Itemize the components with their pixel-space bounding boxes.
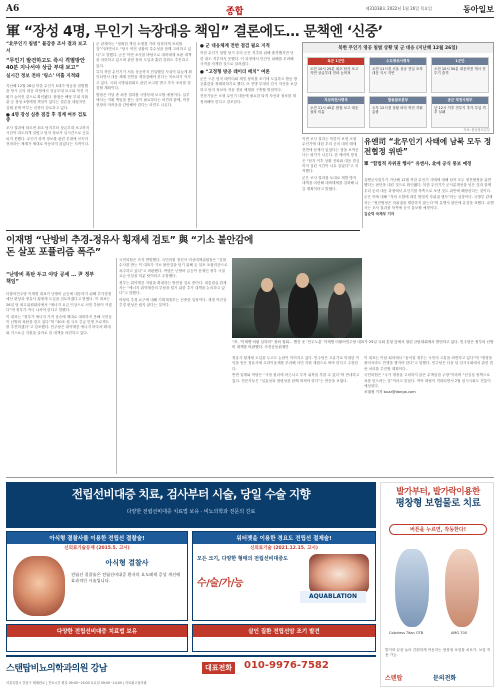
- story1-col3-p0: ● 군 대응체계 전반 점검 필요 지적: [200, 44, 270, 49]
- photo-face-center: [296, 273, 309, 288]
- infobox-box-5-head: 공군 작전사령부: [432, 97, 488, 104]
- story1-col3-p3: 군은 드론 탐지 레이더와 재밍 장비를 조기에 도입하고 합동 방공훈련을 정례화하기로 했다. 또 전방 부대의 감시 자산을 보강하고 탐지 정보의 자동 전파 체계를 구축할 방침이다.: [200, 77, 298, 92]
- section-name: 종합: [226, 7, 244, 17]
- insole-label-b: AMG 700: [451, 631, 467, 635]
- ad-box-treatments-head: 다양한 전립선비대증 치료법 보유: [7, 625, 187, 637]
- ad-box-waterjet[interactable]: [192, 531, 376, 621]
- ad-box-cancer[interactable]: [192, 624, 376, 652]
- ad-box-ligation-sub: 신의료기술등재 (2015.5. 고시): [64, 546, 130, 551]
- story2-col1: [6, 292, 112, 474]
- infobox-timeline: [302, 42, 494, 134]
- ad-box-cancer-head: 살인 질환 전립선암 조기 발견: [193, 625, 375, 637]
- story1-col1-p1: 실시간 정보 전파 ‘링스’ 미흡 지적돼: [6, 74, 80, 79]
- ad-device-image: [13, 556, 65, 616]
- ad-box-ligation-body: 전립선 결찰술은 전립선비대증 환자의 요도폐색 증상 개선에 효과적인 시술입니다.: [71, 572, 181, 583]
- infobox-box-0-head: 육군 1군단: [308, 58, 364, 65]
- story1-col1-p0: “무인기 발견하고도 즉시 격멸방안 40분 지나서야 상급 부대 보고”: [6, 58, 85, 71]
- infobox-box-4-body: 오후 12시경 상황 파악 작전 지휘 총괄: [372, 105, 423, 114]
- insole-ad-title-b: 평창형 보험물로 치료: [395, 498, 481, 509]
- story-separator: [6, 230, 360, 231]
- clinic-ad-banner[interactable]: [6, 482, 376, 528]
- insole-brand: 스텐탑: [385, 675, 403, 682]
- story1-col1: [6, 42, 90, 228]
- story1-col1-p2: 지난해 12월 26일 북한 무인기 5대가 영공을 침범했을 당시 군의 대응 과정에서 상급부대 보고와 작전 지휘가 늦어진 것으로 확인됐다. 합참은 해당 부대 지휘관 등 장성 4명에게 책임이 있다는 결론을 내렸지만 실제 문책 여부는 신중히 검토하고 있다.: [6, 84, 89, 110]
- news-photo: [232, 258, 362, 338]
- ad-box-waterjet-head: 워터젯을 이용한 경요도 전립선 절제술!: [193, 532, 375, 544]
- story2-col2-p2: 야당의 추경 요구에 대해 기획재정부는 신중한 입장이다. 재정 여건상 추경 편성은 쉽지 않다는 것이다.: [119, 297, 227, 308]
- infobox-box-1-body: 오전 11시경 서울 상공 진입 포착 대응 지시 지연: [372, 66, 423, 75]
- story2-col2: [119, 258, 229, 474]
- story2-byline: 조권형 기자 buzz@donga.com: [364, 390, 416, 395]
- infobox-box-1-head: 수도방위사령부: [370, 58, 426, 65]
- infobox-box-1: [369, 57, 427, 93]
- ad-box-treatments[interactable]: [6, 624, 188, 652]
- story2-headline[interactable]: 이재명 “난방비 추경-정유사 횡재세 검토” 與 “기소 불안감에 돈 살포 포퓰리즘 폭주”: [6, 235, 254, 258]
- story1-col3-p2: ● “고정형 방공 레이더 배치” 여론: [200, 69, 270, 75]
- story2-col2-p0: 국민의힘은 즉각 반발했다. 국민의힘 정진석 비상대책위원장은 “검찰 수사를 받는 이 대표가 기소 불안감을 덮기 위해 돈 살포 포퓰리즘으로 폭주하고 있다”고 비판했다. 여당은 난방비 급등이 문재인 정부 시절 요금 인상을 미룬 탓이라고 주장했다.: [119, 258, 228, 279]
- story1-col2-p1: 특히 북한 무인기가 서울 상공까지 진입했던 사실이 뒤늦게 확인되면서 대응 체계 전반을 재점검해야 한다는 목소리가 커지고 있다. 국회 국방위원회도 관련 보고를 받고 후속 조치를 점검할 계획이다.: [96, 70, 192, 91]
- clinic-ad-footer: 서울특별시 강남구 테헤란로 | 진료시간 평일 09:00~19:00 토요일 09:00~14:00 | 의료광고심의필: [6, 681, 147, 685]
- story1-divider-a: [93, 42, 94, 228]
- story1-col1-p4: 조사 결과에 따르면 최초 탐지부터 상급부대 보고까지 시간이 과도하게 걸렸고 탐지 정보가 실시간으로 공유되지 못했다. 무인기 항적 정보를 관련 부대에 신속히 전파하는 체계가 제대로 작동하지 않았다는 지적이다.: [6, 125, 90, 147]
- story1-col3-p4: 전문가들은 소형 무인기 대응에 필요한 타격 자산과 절차를 재정비해야 한다고 강조한다.: [200, 94, 296, 104]
- ad-endoscope-image: [309, 554, 369, 594]
- story1-col4-p1: 군은 조사 결과를 토대로 재발 방지 대책을 마련해 대비태세를 강화해 나갈 계획이라고 밝혔다.: [302, 175, 359, 191]
- photo-face-right: [334, 283, 345, 295]
- infobox-box-0-body: 오전 10시 25분 최초 탐지 보고 지연 상급부대 전파 늦어져: [310, 66, 359, 75]
- ad-box-ligation-head: 아식형 결찰사를 이용한 전립선 결찰술!: [7, 532, 187, 544]
- photo-face-left: [261, 278, 273, 292]
- sidebar-body-p1: 군은 이에 대해 “적의 도발에 대한 합법적 자위권 행사”라는 입장이다. 국방부 관계자는 “정전협정은 자위권을 제한하지 않는다”며 유엔사 판단에 유감을 표했다. 유엔사는 조사 결과를 북측에 공식 통보할 예정이다.: [364, 195, 494, 211]
- clinic-ad-subtitle: 다양한 전립선비대증 치료법 보유 · 비뇨의학과 전문의 진료: [126, 509, 256, 515]
- aquablation-logo: AQUABLATION: [300, 591, 366, 603]
- ad-box-ligation[interactable]: [6, 531, 188, 621]
- clinic-ad-contact[interactable]: [6, 655, 376, 677]
- infobox-box-0: [307, 57, 365, 93]
- ad-box-waterjet-slogan: 수/술/가/능: [197, 578, 244, 589]
- story2-col3: [232, 356, 360, 474]
- story1-col4-p0: 이번 조사 결과는 북한이 보낸 소형 무인기에 대한 우리 군의 대비 태세 전반에 문제가 있었다는 점을 보여준다는 평가가 나온다. 한 예비역 장성은 “탐지 이후 상황 전파와 대응 결심까지 걸린 시간이 너무 길었다”고 지적했다.: [302, 137, 360, 174]
- infobox-note: 자료: 합동참모본부: [463, 128, 490, 132]
- insole-image-left: [395, 549, 429, 627]
- insole-ad-title-a: 발가부터, 발가락이용한: [396, 487, 480, 497]
- story2-col1-p0: 더불어민주당 이재명 대표가 난방비 급등에 대응하기 위해 추가경정예산 편성과 정유사 횡재세 도입을 검토하겠다고 밝혔다. 이 대표는 26일 당 최고위원회의에서 “에너지 요금 인상으로 서민 부담이 커졌다”며 정부가 적극 나서야 한다고 말했다.: [6, 292, 112, 313]
- story2-col4-p0: 이 대표는 이날 회의에서 “윤석열 정부는 국민의 고통을 외면하고 있다”며 “재정을 풀어서라도 민생을 챙겨야 한다”고 말했다. 민주당은 다음 달 임시국회에서 관련 법안 처리를 추진할 계획이다.: [364, 356, 493, 371]
- clinic-phone[interactable]: 010-9976-7582: [244, 660, 329, 671]
- photo-person-left: [254, 284, 280, 338]
- ad-separator: [6, 477, 494, 478]
- story2-subhead: “난방비 폭탄 두고 야당 공세 … 尹 정부 책임”: [6, 272, 95, 285]
- masthead: [6, 4, 494, 18]
- story1-headline[interactable]: 軍 “장성 4명, 무인기 늑장대응 책임” 결론에도… 문책엔 ‘신중’: [6, 24, 383, 40]
- insole-image-right: [445, 549, 479, 627]
- story2-col1-p1: 이 대표는 “정부가 에너지 가격 상승에 제대로 대비하지 못해 국민들이 난방비 폭탄을 맞고 있다”며 “30조 원 규모 긴급 민생 프로젝트를 추진하겠다”고 강조했다. 민주당은 취약계층 에너지 바우처 확대와 가스요금 지원을 골자로 한 대책을 마련하고 있다.: [6, 314, 112, 335]
- story1-col2: [96, 42, 192, 228]
- story2-col3-p1: 반면 업계와 여당은 “시장 원리에 어긋나고 투자 위축을 부를 수 있다”며 반대하고 있다. 전문가들은 “실효성과 형평성을 함께 따져야 한다”는 반응을 보였다.: [232, 373, 360, 383]
- infobox-box-4-head: 합동참모본부: [370, 97, 426, 104]
- story2-col2-p1: 정부는 취약계층 지원을 확대하는 방안을 검토 중이다. 대통령실 관계자는 “에너지 취약계층의 부담을 덜기 위한 추가 대책을 논의하고 있다”고 말했다.: [119, 280, 227, 296]
- story1-col1-p3: ● 4명 장성 심층 점검 후 징계 여부 검토 중: [6, 113, 87, 124]
- story2-divider-a: [116, 258, 117, 474]
- infobox-box-4: [369, 96, 427, 128]
- newspaper-brand: 동아일보: [463, 4, 494, 14]
- story1-col3-p1: 북한 무인기 침범 당시 우리 군은 격추를 위해 출격했지만 단 한 대도 격추하지 못했다. 이 과정에서 민간인 피해를 우려해 사격을 자제한 것으로 알려졌다.: [200, 51, 294, 67]
- insole-ad-body: 발가락 끝을 눌러 간편하게 작동하는 평창형 보험물 치료기. 보험 적용 가능.: [385, 648, 491, 657]
- infobox-title: 북한 무인기 영공 침범 상황 및 군 대응 (지난해 12월 26일): [303, 43, 493, 53]
- story2-col4-p1: 국민의힘은 “국가 재정을 고려하지 않은 무책임한 주장”이라며 “선심성 정책으로 표를 얻으려는 것”이라고 맞섰다. 여야 대립이 격화되면서 2월 임시국회도 진통이 예상된다.: [364, 373, 491, 389]
- ad-box-waterjet-title: 모든 크기, 다양한 형태의 전립선비대증도: [197, 556, 288, 562]
- story1-lede: “北무인기 침범” 불감증 조사 결과 보고서: [6, 42, 87, 54]
- story2-col3-p0: 정유사 횡재세 도입을 두고도 논란이 이어지고 있다. 민주당은 고유가로 막대한 이익을 얻은 정유사에 초과이윤세를 부과해 서민 지원 재원으로 써야 한다고 주장한다.: [232, 356, 360, 371]
- insole-phone-label: 문의전화: [433, 675, 457, 682]
- clinic-ad-title: 전립선비대증 치료, 검사부터 시술, 당일 수술 지향: [71, 487, 311, 501]
- sidebar-byline: 김순덕 국제부 기자: [364, 212, 395, 217]
- photo-caption: “尹, ‘이재명’처럼 일하라” 장외 집회… 빨간 옷 ‘민주노총’ 이재명 더불어민주당 대표가 25일 국회 본청 앞에서 열린 규탄대회에서 발언하고 있다. 민주당은 정부의 난방비 대책을 비판했다. 사진공동취재단: [232, 340, 494, 349]
- sidebar-body-p0: 유엔군사령부가 지난해 12월 북한 무인기 사태에 대해 남북 모두 정전협정을 위반했다는 판단을 내린 것으로 확인됐다. 북한 무인기가 군사분계선을 넘은 것과 함께 우리 군의 대응 과정에서 무인기를 북측으로 보낸 것도 위반에 해당한다는 것이다.: [364, 178, 492, 193]
- ad-box-waterjet-sub: 신의료기술 (2021.12.15. 고시): [250, 546, 318, 551]
- story2-col4: [364, 356, 494, 474]
- ad-box-ligation-title: 아식형 결찰사: [105, 559, 149, 567]
- sidebar-headline[interactable]: 유엔司 “北무인기 사태에 남북 모두 정전협정 위반”: [364, 137, 492, 156]
- infobox-box-3: [307, 96, 365, 128]
- story1-divider-b: [196, 42, 197, 228]
- insole-ad[interactable]: [380, 482, 494, 687]
- insole-ad-button[interactable]: 버튼을 누르면, 작동한다!: [389, 524, 487, 535]
- story1-col4: [302, 137, 360, 228]
- infobox-box-5-body: 낮 12시 이후 전투기 추가 투입 격추 실패: [434, 105, 486, 114]
- sidebar-subhead: 軍 “합법적 자위권 행사” 유엔사, 北에 공식 통보 예정: [364, 162, 472, 167]
- infobox-box-2-head: 1군단: [432, 58, 488, 65]
- infobox-box-5: [431, 96, 489, 128]
- page-number: A6: [6, 4, 20, 14]
- infobox-box-3-body: 오전 11시 45분 합참 보고 대응 절차 미흡: [310, 105, 359, 114]
- photo-person-center: [288, 280, 318, 338]
- issue-meta: 제31038호 2022년 1월 26일 목요일: [365, 6, 432, 11]
- photo-person-right: [328, 288, 352, 338]
- insole-label-a: Colorless Titan OTB: [389, 631, 424, 635]
- story1-divider-c: [362, 137, 363, 228]
- clinic-name: 스탠탑비뇨의학과의원 강남: [6, 664, 107, 674]
- infobox-box-2: [431, 57, 489, 93]
- phone-label: 대표전화: [202, 662, 235, 674]
- insole-ad-title: [381, 487, 495, 509]
- story1-col3: [200, 42, 298, 228]
- infobox-box-3-head: 지상작전사령부: [308, 97, 364, 104]
- infobox-box-2-body: 오전 10시 50분 대응작전 개시 전투기 출격: [434, 66, 486, 75]
- story1-col2-p2: 합참은 이달 중 최종 결과를 국방부에 보고할 예정이다. 일부에서는 지휘 책임을 묻는 것이 필요하다는 의견과 함께, 작전 현장의 어려움을 감안해야 한다는 의견도 나온다.: [96, 92, 190, 108]
- story1-col2-p0: 군 관계자는 “정확한 책임 소재를 가려 엄정하게 조치할 것”이라면서도 “당시 작전 상황의 특수성을 함께 고려하고 있다”고 말했다. 군은 이번 조사를 바탕으로 대비태세 보완 대책을 마련하고 있으며 관련 장비 도입과 훈련 강화도 추진하고 있다.: [96, 42, 192, 68]
